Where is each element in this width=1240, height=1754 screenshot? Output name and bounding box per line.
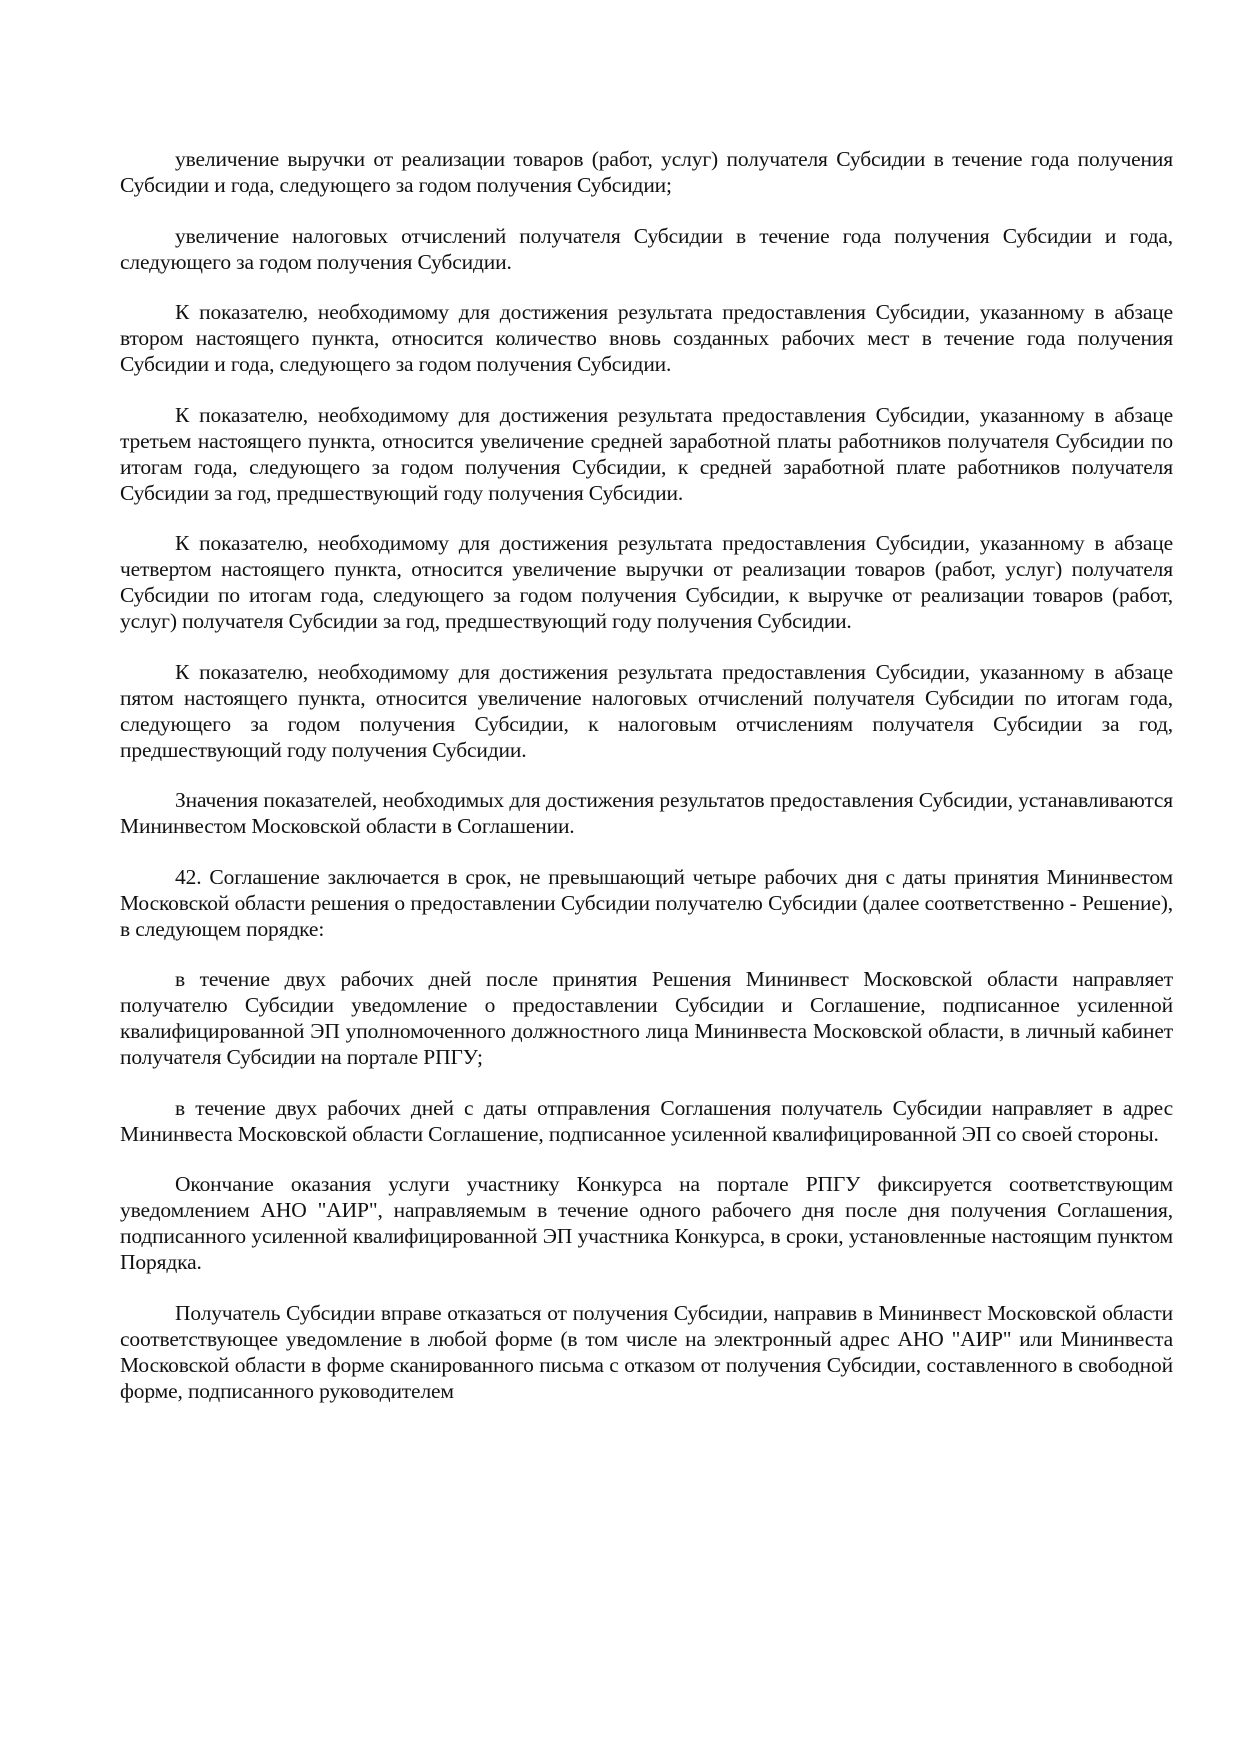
document-page [120, 146, 1173, 1428]
paragraph-signing-step: в течение двух рабочих дней с даты отправления Соглашения получатель Субсидии направляет в адрес Мининвеста Московской области Соглашение, подписанное усиленной квалифицированной ЭП со своей стороны. [120, 1095, 1173, 1146]
paragraph-tax-increase: увеличение налоговых отчислений получателя Субсидии в течение года получения Субсидии и года, следующего за годом получения Субсидии. [120, 223, 1173, 274]
paragraph-indicator-salary: К показателю, необходимому для достижения результата предоставления Субсидии, указанному в абзаце третьем настоящего пункта, относится увеличение средней заработной платы работников получателя Субсидии по итогам года, следующего за годом получения Субсидии, к средней заработной плате работников получателя Субсидии за год, предшествующий году получения Субсидии. [120, 402, 1173, 505]
paragraph-indicator-values: Значения показателей, необходимых для достижения результатов предоставления Субсидии, устанавливаются Мининвестом Московской области в Соглашении. [120, 788, 1173, 838]
paragraph-service-completion: Окончание оказания услуги участнику Конкурса на портале РПГУ фиксируется соответствующим уведомлением АНО "АИР", направляемым в течение одного рабочего дня после дня получения Соглашения, подписанного усиленной квалифицированной ЭП участника Конкурса, в сроки, установленные настоящим пунктом Порядка. [120, 1172, 1173, 1274]
paragraph-notification-step: в течение двух рабочих дней после принятия Решения Мининвест Московской области направляет получателю Субсидии уведомление о предоставлении Субсидии и Соглашение, подписанное усиленной квалифицированной ЭП уполномоченного должностного лица Мининвеста Московской области, в личный кабинет получателя Субсидии на портале РПГУ; [120, 967, 1173, 1069]
paragraph-refusal-right: Получатель Субсидии вправе отказаться от получения Субсидии, направив в Мининвест Московской области соответствующее уведомление в любой форме (в том числе на электронный адрес АНО "АИР" или Мининвеста Московской области в форме сканированного письма с отказом от получения Субсидии, составленного в свободной форме, подписанного руководителем [120, 1300, 1173, 1403]
paragraph-indicator-jobs: К показателю, необходимому для достижения результата предоставления Субсидии, указанному в абзаце втором настоящего пункта, относится количество вновь созданных рабочих мест в течение года получения Субсидии и года, следующего за годом получения Субсидии. [120, 300, 1173, 376]
paragraph-revenue-increase: увеличение выручки от реализации товаров (работ, услуг) получателя Субсидии в течение года получения Субсидии и года, следующего за годом получения Субсидии; [120, 147, 1173, 197]
paragraph-indicator-revenue: К показателю, необходимому для достижения результата предоставления Субсидии, указанному в абзаце четвертом настоящего пункта, относится увеличение выручки от реализации товаров (работ, услуг) получателя Субсидии по итогам года, следующего за годом получения Субсидии, к выручке от реализации товаров (работ, услуг) получателя Субсидии за год, предшествующий году получения Субсидии. [120, 531, 1173, 633]
paragraph-clause-42: 42. Соглашение заключается в срок, не превышающий четыре рабочих дня с даты принятия Мининвестом Московской области решения о предоставлении Субсидии получателю Субсидии (далее соответственно - Решение), в следующем порядке: [120, 864, 1173, 941]
paragraph-indicator-tax: К показателю, необходимому для достижения результата предоставления Субсидии, указанному в абзаце пятом настоящего пункта, относится увеличение налоговых отчислений получателя Субсидии по итогам года, следующего за годом получения Субсидии, к налоговым отчислениям получателя Субсидии за год, предшествующий году получения Субсидии. [120, 659, 1173, 762]
